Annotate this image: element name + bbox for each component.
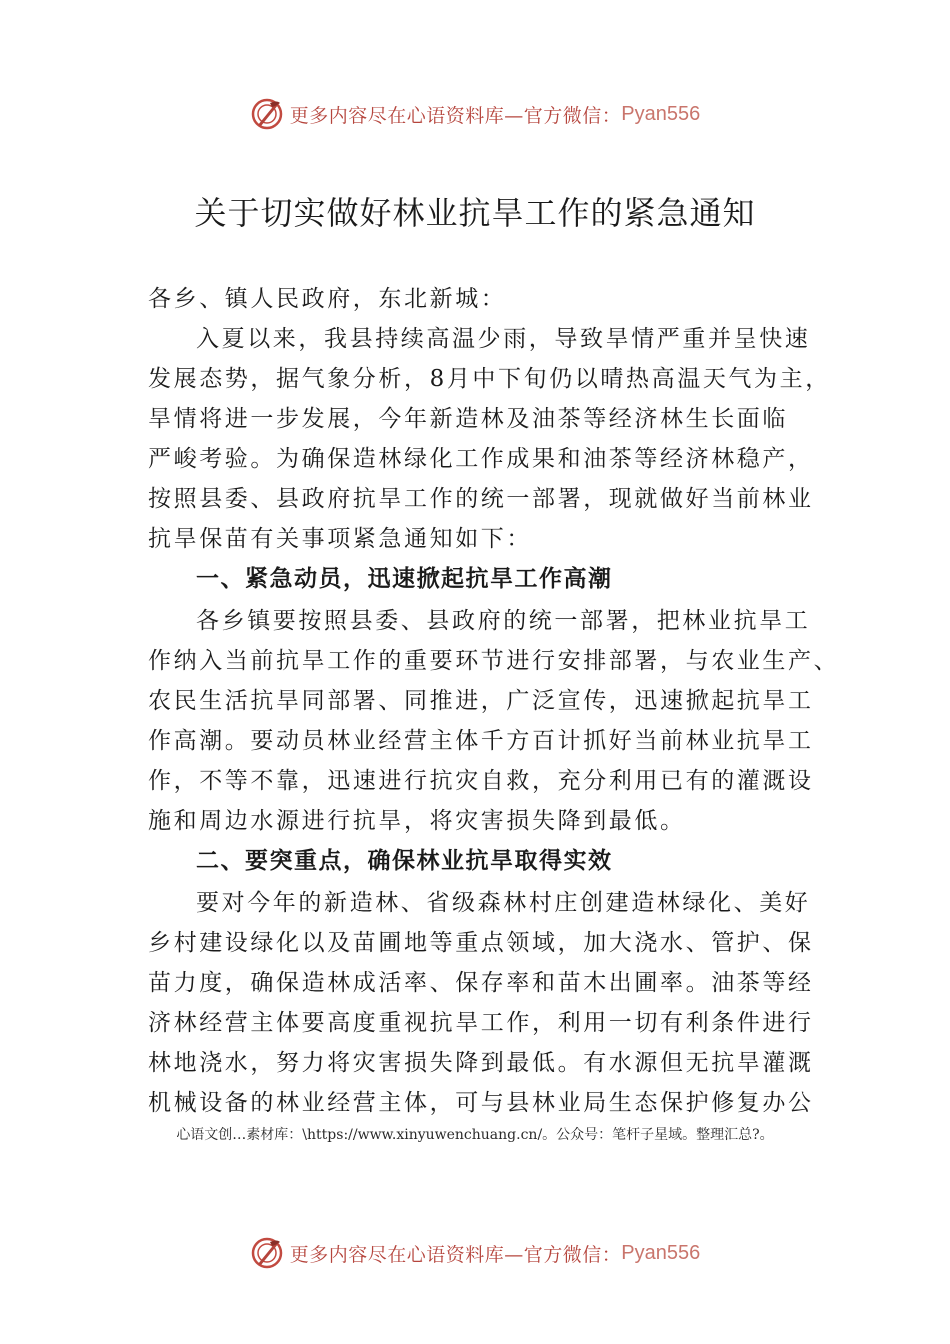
body-line: 林地浇水，努力将灾害损失降到最低。有水源但无抗旱灌溉 (148, 1050, 814, 1076)
body-line: 抗旱保苗有关事项紧急通知如下： (148, 526, 532, 552)
body-line: 按照县委、县政府抗旱工作的统一部署，现就做好当前林业 (148, 486, 814, 512)
banner-text: 更多内容尽在心语资料库—官方微信： (289, 104, 622, 127)
quill-logo-icon (250, 97, 284, 131)
section-heading-2: 二、要突重点，确保林业抗旱取得实效 (196, 848, 613, 874)
body-line: 入夏以来，我县持续高温少雨，导致旱情严重并呈快速 (196, 326, 811, 352)
section-heading-1: 一、紧急动员，迅速掀起抗旱工作高潮 (196, 566, 613, 592)
body-line: 作，不等不靠，迅速进行抗灾自救，充分利用已有的灌溉设 (148, 768, 814, 794)
body-line: 作高潮。要动员林业经营主体千方百计抓好当前林业抗旱工 (148, 728, 814, 754)
body-line: 发展态势，据气象分析，8月中下旬仍以晴热高温天气为主， (148, 366, 831, 392)
bottom-banner (0, 1233, 950, 1273)
body-line: 济林经营主体要高度重视抗旱工作，利用一切有利条件进行 (148, 1010, 814, 1036)
body-line: 机械设备的林业经营主体，可与县林业局生态保护修复办公 (148, 1090, 814, 1116)
body-line: 严峻考验。为确保造林绿化工作成果和油茶等经济林稳产， (148, 446, 814, 472)
body-line: 施和周边水源进行抗旱，将灾害损失降到最低。 (148, 808, 686, 834)
body-line: 要对今年的新造林、省级森林村庄创建造林绿化、美好 (196, 890, 811, 916)
banner-wechat-id: Pyan556 (621, 102, 701, 125)
body-line: 乡村建设绿化以及苗圃地等重点领域，加大浇水、管护、保 (148, 930, 814, 956)
quill-logo-icon (250, 1236, 284, 1270)
body-line: 苗力度，确保造林成活率、保存率和苗木出圃率。油茶等经 (148, 970, 814, 996)
body-line: 各乡镇要按照县委、县政府的统一部署，把林业抗旱工 (196, 608, 811, 634)
salutation-line: 各乡、镇人民政府，东北新城： (148, 286, 507, 312)
body-line: 农民生活抗旱同部署、同推进，广泛宣传，迅速掀起抗旱工 (148, 688, 814, 714)
banner-text: 更多内容尽在心语资料库—官方微信： (289, 1243, 622, 1266)
source-footnote: 心语文创…素材库：\https://www.xinyuwenchuang.cn/。公众号：笔杆子星域。整理汇总?。 (176, 1127, 774, 1143)
top-banner (0, 94, 950, 134)
body-line: 旱情将进一步发展，今年新造林及油茶等经济林生长面临 (148, 406, 788, 432)
document-title: 关于切实做好林业抗旱工作的紧急通知 (194, 194, 756, 232)
body-line: 作纳入当前抗旱工作的重要环节进行安排部署，与农业生产、 (148, 648, 840, 674)
banner-wechat-id: Pyan556 (621, 1241, 701, 1264)
